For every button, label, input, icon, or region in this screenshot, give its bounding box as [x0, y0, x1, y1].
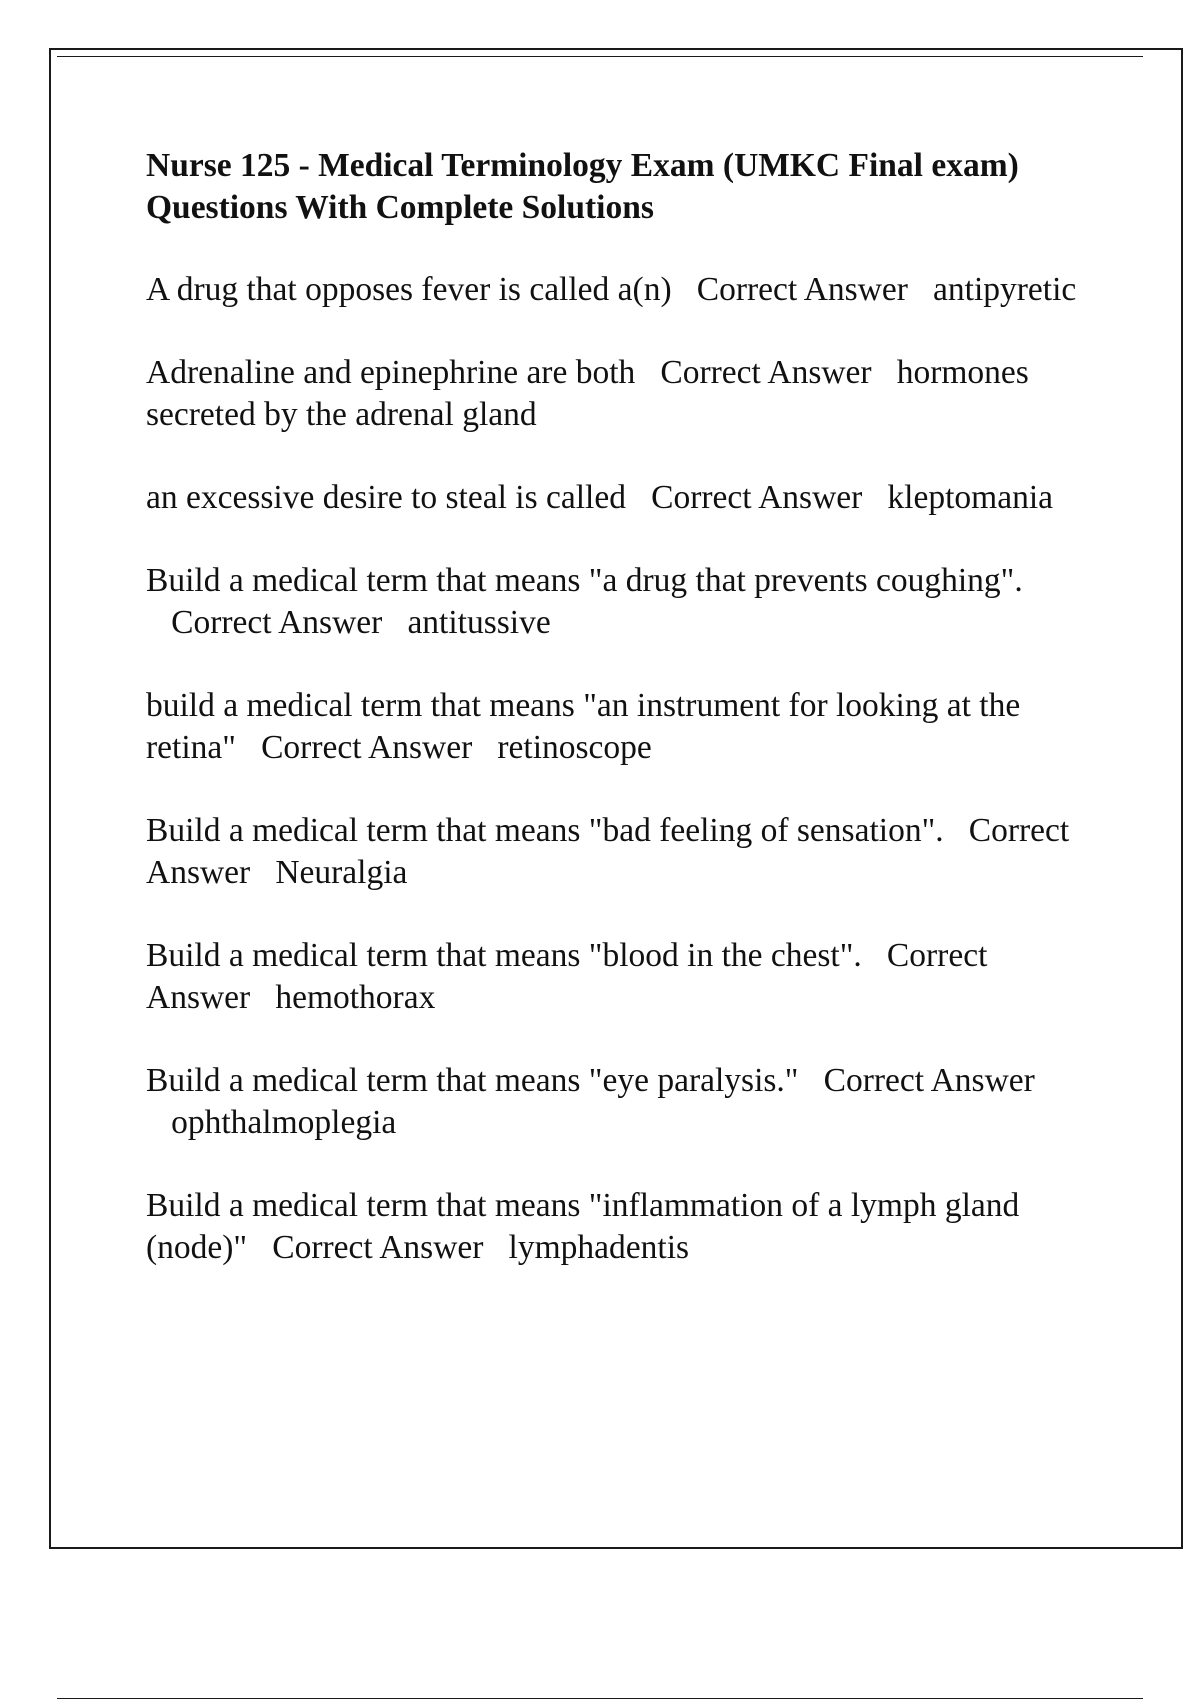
answer-text: hormones secreted by the adrenal gland [146, 354, 1029, 433]
qa-item [146, 935, 1081, 1019]
question-text: an excessive desire to steal is called [146, 479, 626, 516]
answer-label: Correct Answer [171, 604, 383, 641]
document-content [146, 145, 1081, 1310]
question-text: Build a medical term that means "a drug that prevents coughing". [146, 562, 1023, 599]
qa-item [146, 685, 1081, 769]
question-text: A drug that opposes fever is called a(n) [146, 271, 672, 308]
document-title: Nurse 125 - Medical Terminology Exam (UMKC Final exam) Questions With Complete Solutions [146, 147, 1019, 226]
qa-item [146, 477, 1081, 519]
answer-label: Correct Answer [660, 354, 872, 391]
answer-label: Correct Answer [696, 271, 908, 308]
qa-item [146, 269, 1081, 311]
answer-label: Correct Answer [823, 1062, 1035, 1099]
answer-text: kleptomania [887, 479, 1054, 516]
answer-label: Correct Answer [146, 937, 988, 1016]
answer-text: Neuralgia [275, 854, 408, 891]
question-text: Build a medical term that means "eye paralysis." [146, 1062, 799, 1099]
answer-text: retinoscope [497, 729, 652, 766]
answer-label: Correct Answer [146, 812, 1070, 891]
question-text: build a medical term that means "an instrument for looking at the retina" [146, 687, 1021, 766]
question-text: Build a medical term that means "blood in the chest". [146, 937, 862, 974]
answer-label: Correct Answer [272, 1229, 484, 1266]
answer-text: ophthalmoplegia [171, 1104, 397, 1141]
qa-item [146, 1185, 1081, 1269]
answer-label: Correct Answer [261, 729, 473, 766]
answer-text: lymphadentis [508, 1229, 690, 1266]
qa-item [146, 352, 1081, 436]
question-text: Build a medical term that means "bad feeling of sensation". [146, 812, 944, 849]
answer-text: antipyretic [933, 271, 1077, 308]
question-text: Build a medical term that means "inflammation of a lymph gland (node)" [146, 1187, 1020, 1266]
bottom-rule [57, 1698, 1143, 1699]
question-text: Adrenaline and epinephrine are both [146, 354, 636, 391]
qa-item [146, 560, 1081, 644]
qa-item [146, 810, 1081, 894]
qa-item [146, 1060, 1081, 1144]
answer-label: Correct Answer [651, 479, 863, 516]
answer-text: hemothorax [275, 979, 436, 1016]
answer-text: antitussive [407, 604, 551, 641]
